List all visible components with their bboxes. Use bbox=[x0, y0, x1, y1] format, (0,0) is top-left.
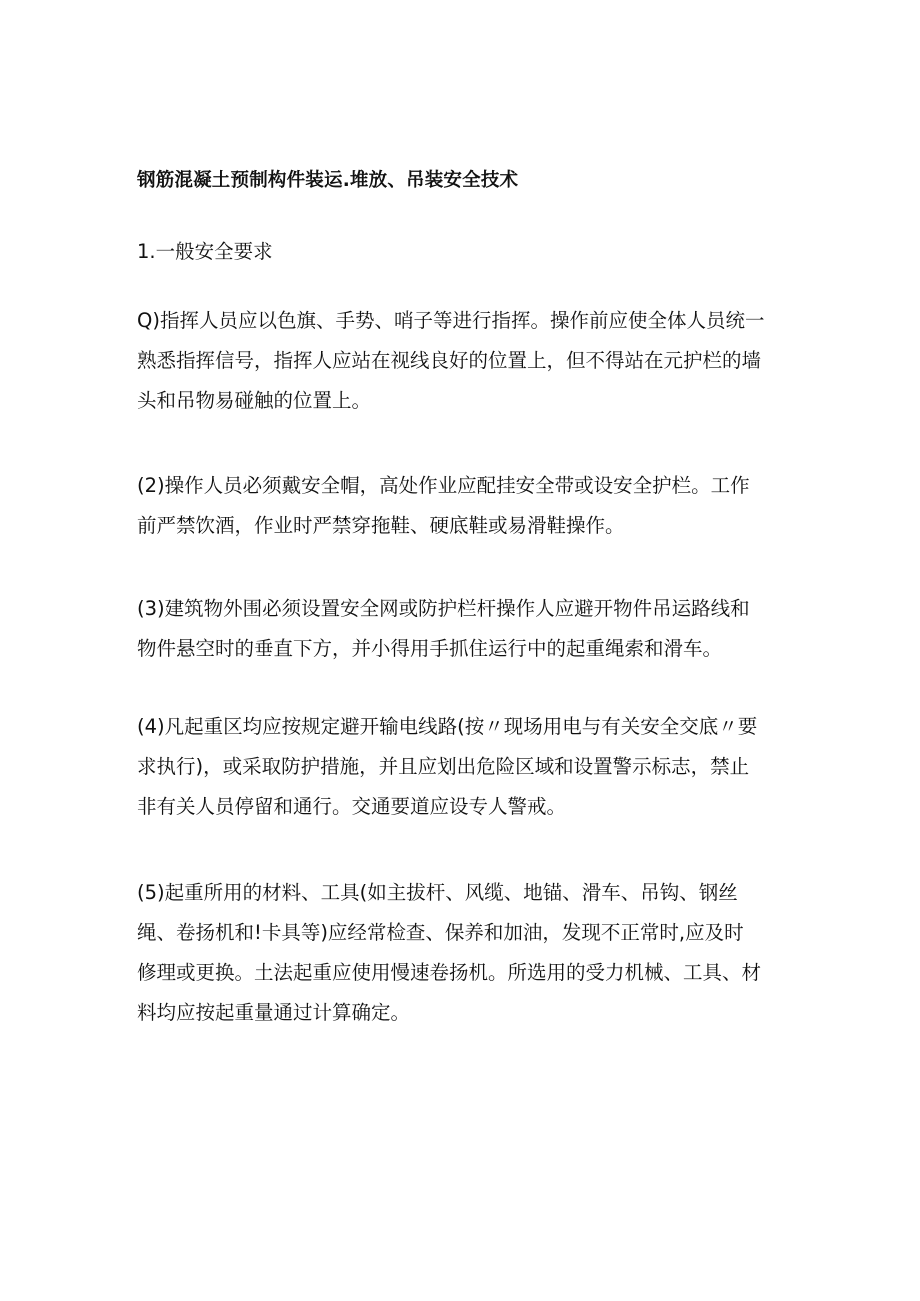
paragraph-line: (4)凡起重区均应按规定避开输电线路(按〃现场用电与有关安全交底〃要 bbox=[137, 715, 758, 738]
paragraph-line: (3)建筑物外围必须设置安全网或防护栏杆操作人应避开物件吊运路线和 bbox=[137, 597, 750, 620]
paragraph-line: 熟悉指挥信号，指挥人应站在视线良好的位置上，但不得站在元护栏的墙 bbox=[137, 349, 762, 372]
paragraph-4 bbox=[137, 707, 787, 827]
paragraph-line: 料均应按起重量通过计算确定。 bbox=[137, 1001, 411, 1024]
paragraph-line: 修理或更换。土法起重应使用慢速卷扬机。所选用的受力机械、工具、材 bbox=[137, 961, 762, 984]
paragraph-line: 求执行)，或采取防护措施，并且应划出危险区域和设置警示标志，禁止 bbox=[137, 755, 750, 778]
document-title: 钢筋混凝土预制构件装运.堆放、吊装安全技术 bbox=[137, 170, 519, 191]
paragraph-1 bbox=[137, 301, 787, 421]
paragraph-3 bbox=[137, 589, 787, 669]
paragraph-line: 前严禁饮酒，作业时严禁穿拖鞋、硬底鞋或易滑鞋操作。 bbox=[137, 514, 625, 537]
paragraph-line: Q)指挥人员应以色旗、手势、哨子等进行指挥。操作前应使全体人员统一 bbox=[137, 309, 765, 332]
paragraph-line: 非有关人员停留和通行。交通要道应设专人警戒。 bbox=[137, 795, 567, 818]
paragraph-line: (5)起重所用的材料、工具(如主拔杆、风缆、地锚、滑车、吊钩、钢丝 bbox=[137, 881, 738, 904]
paragraph-line: 头和吊物易碰触的位置上。 bbox=[137, 389, 372, 412]
section-heading: 1.一般安全要求 bbox=[137, 240, 273, 263]
paragraph-line: 物件悬空时的垂直下方，并小得用手抓住运行中的起重绳索和滑车。 bbox=[137, 637, 723, 660]
paragraph-5 bbox=[137, 873, 787, 1033]
paragraph-line: 绳、卷扬机和!卡具等)应经常检查、保养和加油，发现不正常时,应及时 bbox=[137, 921, 744, 944]
paragraph-2 bbox=[137, 466, 787, 546]
paragraph-line: (2)操作人员必须戴安全帽，高处作业应配挂安全带或设安全护栏。工作 bbox=[137, 474, 750, 497]
